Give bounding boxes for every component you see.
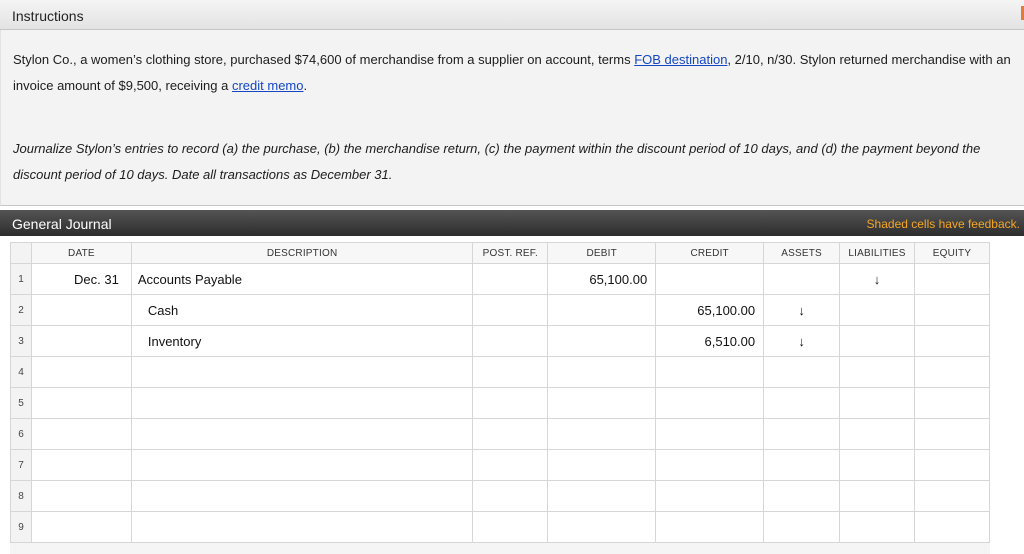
post-ref-cell[interactable] — [473, 450, 548, 481]
date-cell[interactable] — [31, 450, 131, 481]
date-cell[interactable]: Dec. 31 — [31, 264, 131, 295]
row-number: 8 — [11, 481, 32, 512]
table-row — [11, 512, 990, 543]
description-cell[interactable]: Accounts Payable — [131, 264, 473, 295]
assets-cell[interactable] — [764, 357, 840, 388]
post-ref-cell[interactable] — [473, 264, 548, 295]
liabilities-cell[interactable] — [840, 450, 915, 481]
description-cell[interactable]: Cash — [131, 295, 473, 326]
credit-cell[interactable] — [656, 481, 764, 512]
credit-cell[interactable] — [656, 388, 764, 419]
row-number: 3 — [11, 326, 32, 357]
equity-cell[interactable] — [915, 357, 990, 388]
instructions-header — [0, 0, 1024, 30]
assets-cell[interactable] — [764, 388, 840, 419]
assets-cell[interactable] — [764, 481, 840, 512]
liabilities-cell[interactable] — [840, 357, 915, 388]
problem-text-3: . — [303, 77, 308, 93]
row-number: 5 — [11, 388, 32, 419]
liabilities-cell[interactable] — [840, 326, 915, 357]
liabilities-cell[interactable] — [840, 295, 915, 326]
date-cell[interactable] — [31, 357, 131, 388]
table-row — [11, 295, 990, 326]
header-row — [11, 243, 990, 264]
general-journal-bar — [0, 210, 1024, 236]
header-equity: EQUITY — [915, 243, 990, 264]
row-number: 7 — [11, 450, 32, 481]
credit-memo-link[interactable]: credit memo — [231, 77, 304, 93]
date-cell[interactable] — [31, 481, 131, 512]
header-post-ref: POST. REF. — [473, 243, 548, 264]
row-number: 1 — [11, 264, 32, 295]
debit-cell[interactable] — [548, 481, 656, 512]
credit-cell[interactable] — [656, 264, 764, 295]
fob-destination-link[interactable]: FOB destination — [634, 52, 728, 67]
post-ref-cell[interactable] — [473, 419, 548, 450]
journal-area — [10, 242, 990, 554]
assets-cell[interactable] — [764, 264, 840, 295]
journal-table — [10, 242, 990, 543]
credit-cell[interactable] — [656, 512, 764, 543]
post-ref-cell[interactable] — [473, 512, 548, 543]
liabilities-cell[interactable] — [840, 481, 915, 512]
debit-cell[interactable] — [548, 512, 656, 543]
table-row — [11, 450, 990, 481]
description-cell[interactable] — [131, 357, 473, 388]
description-cell[interactable] — [131, 512, 473, 543]
table-row — [11, 388, 990, 419]
date-cell[interactable] — [31, 512, 131, 543]
post-ref-cell[interactable] — [473, 388, 548, 419]
date-cell[interactable] — [31, 419, 131, 450]
credit-cell[interactable]: 65,100.00 — [656, 295, 764, 326]
debit-cell[interactable] — [548, 357, 656, 388]
equity-cell[interactable] — [915, 264, 990, 295]
row-number: 2 — [11, 295, 32, 326]
description-cell[interactable] — [131, 450, 473, 481]
row-number: 9 — [11, 512, 32, 543]
problem-statement — [13, 47, 1017, 98]
debit-cell[interactable]: 65,100.00 — [548, 264, 656, 295]
instructions-panel — [0, 30, 1024, 206]
debit-cell[interactable] — [548, 388, 656, 419]
liabilities-cell[interactable] — [840, 419, 915, 450]
equity-cell[interactable] — [915, 388, 990, 419]
header-rownum — [11, 243, 32, 264]
assets-cell[interactable]: ↓ — [764, 295, 840, 326]
header-liabilities: LIABILITIES — [840, 243, 915, 264]
description-cell[interactable] — [131, 388, 473, 419]
post-ref-cell[interactable] — [473, 481, 548, 512]
table-row — [11, 481, 990, 512]
credit-cell[interactable]: 6,510.00 — [656, 326, 764, 357]
date-cell[interactable] — [31, 326, 131, 357]
table-row — [11, 357, 990, 388]
liabilities-cell[interactable] — [840, 388, 915, 419]
equity-cell[interactable] — [915, 512, 990, 543]
credit-cell[interactable] — [656, 357, 764, 388]
debit-cell[interactable] — [548, 419, 656, 450]
date-cell[interactable] — [31, 295, 131, 326]
problem-text-1: Stylon Co., a women’s clothing store, purchased $74,600 of merchandise from a supplier on account, terms — [13, 52, 635, 67]
debit-cell[interactable] — [548, 295, 656, 326]
equity-cell[interactable] — [915, 295, 990, 326]
liabilities-cell[interactable]: ↓ — [840, 264, 915, 295]
post-ref-cell[interactable] — [473, 357, 548, 388]
header-assets: ASSETS — [764, 243, 840, 264]
liabilities-cell[interactable] — [840, 512, 915, 543]
row-number: 6 — [11, 419, 32, 450]
problem-text-2: , 2/10, n/30. Stylon returned merchandise with an invoice amount of $9,500, receiving a — [13, 52, 1011, 93]
debit-cell[interactable] — [548, 326, 656, 357]
post-ref-cell[interactable] — [473, 326, 548, 357]
header-date: DATE — [31, 243, 131, 264]
assets-cell[interactable]: ↓ — [764, 326, 840, 357]
description-cell[interactable]: Inventory — [131, 326, 473, 357]
row-number: 4 — [11, 357, 32, 388]
post-ref-cell[interactable] — [473, 295, 548, 326]
description-cell[interactable] — [131, 481, 473, 512]
credit-cell[interactable] — [656, 419, 764, 450]
equity-cell[interactable] — [915, 450, 990, 481]
instructions-title: Instructions — [12, 8, 84, 24]
table-row — [11, 264, 990, 295]
feedback-note: Shaded cells have feedback. — [866, 217, 1020, 231]
assets-cell[interactable] — [764, 419, 840, 450]
equity-cell[interactable] — [915, 419, 990, 450]
date-cell[interactable] — [31, 388, 131, 419]
table-row — [11, 419, 990, 450]
task-statement: Journalize Stylon’s entries to record (a) the purchase, (b) the merchandise return, (c) the payment within the discount period of 10 days, and (d) the payment beyond the discount period of 10 days. Date all transactions as December 31. — [13, 141, 981, 182]
header-debit: DEBIT — [548, 243, 656, 264]
assets-cell[interactable] — [764, 450, 840, 481]
debit-cell[interactable] — [548, 450, 656, 481]
header-description: DESCRIPTION — [131, 243, 473, 264]
header-credit: CREDIT — [656, 243, 764, 264]
equity-cell[interactable] — [915, 326, 990, 357]
credit-cell[interactable] — [656, 450, 764, 481]
general-journal-title: General Journal — [12, 216, 112, 232]
description-cell[interactable] — [131, 419, 473, 450]
assets-cell[interactable] — [764, 512, 840, 543]
equity-cell[interactable] — [915, 481, 990, 512]
table-row — [11, 326, 990, 357]
